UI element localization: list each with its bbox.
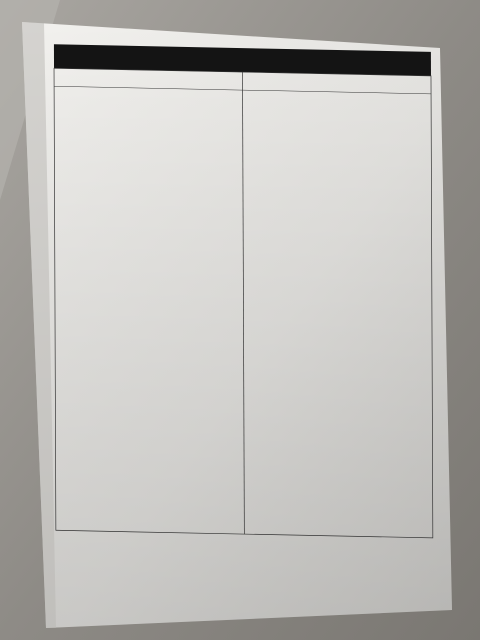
column-divider — [243, 72, 245, 534]
title-banner — [54, 44, 431, 76]
